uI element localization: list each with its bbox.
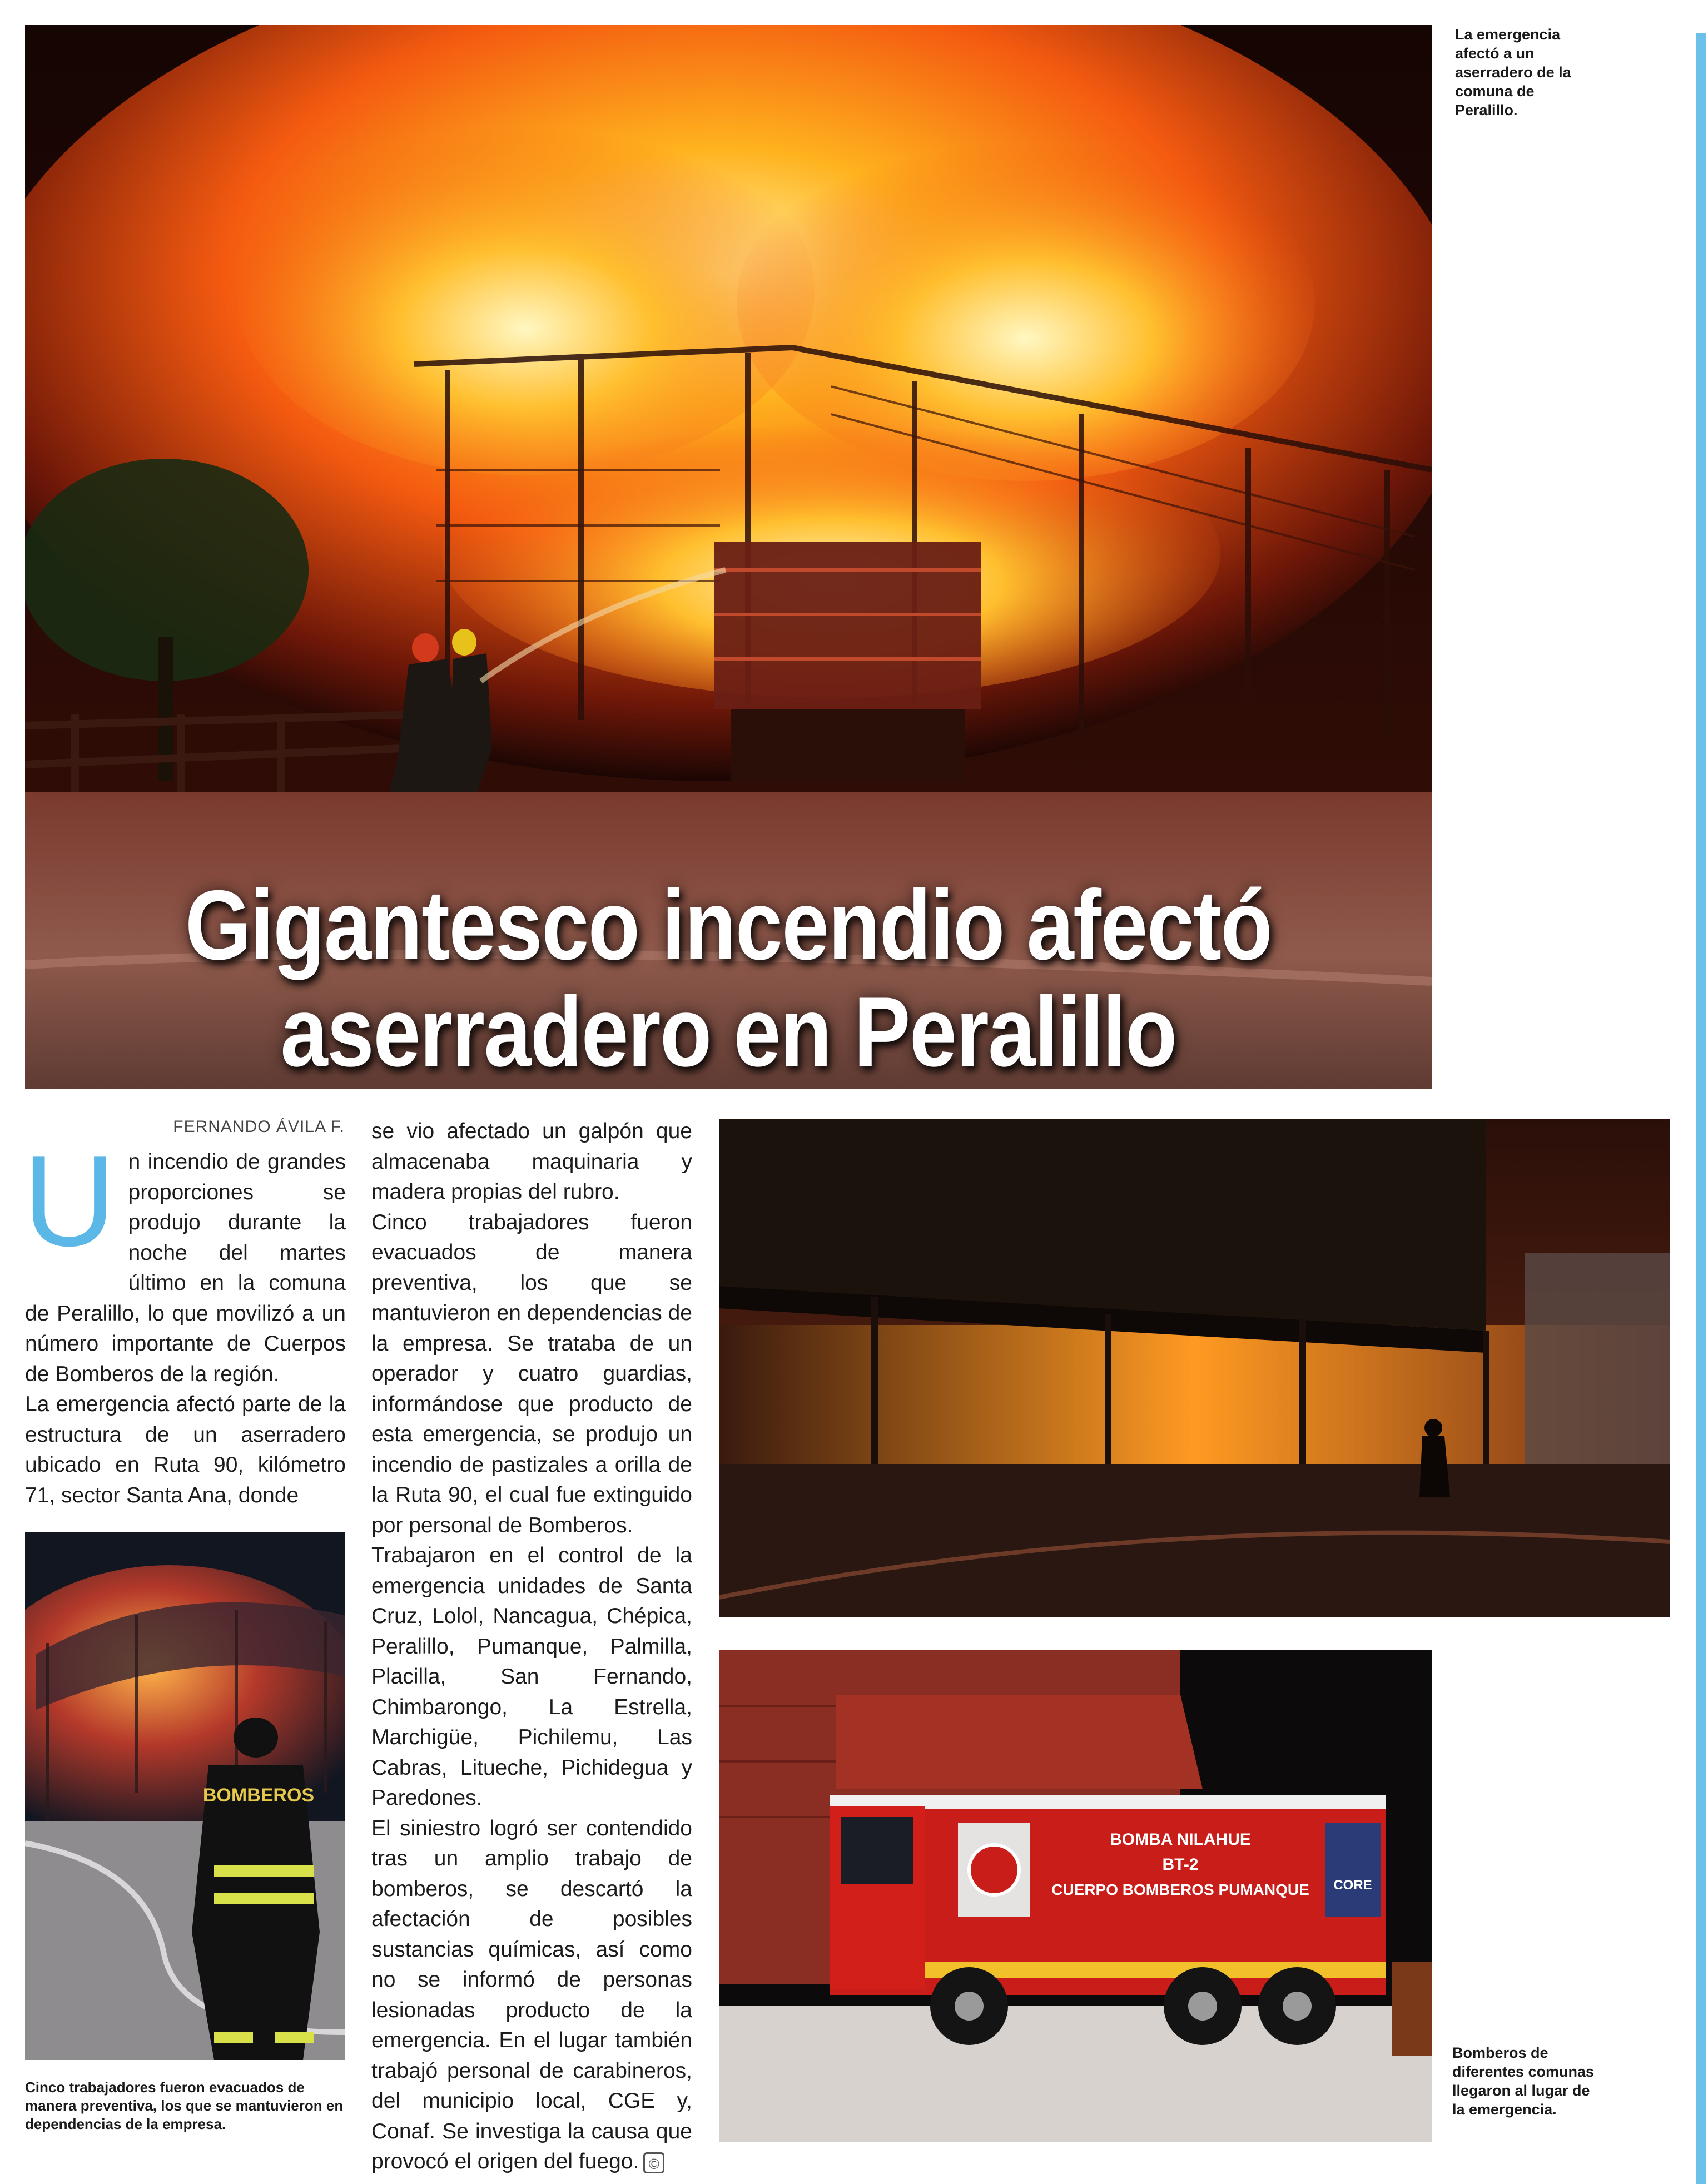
article-column-2 — [371, 1116, 692, 2177]
article-paragraph: Cinco trabajadores fueron evacuados de manera preventiva, los que se mantuvieron en dependencias de la empresa. Se trataba de un operador y cuatro guardias, informándose que producto de esta emergencia, se produjo un incendio de pastizales a orilla de la Ruta 90, el cual fue extinguido por personal de Bomberos. — [371, 1210, 692, 1537]
article-paragraph: se vio afectado un galpón que almacenaba maquinaria y madera propias del rubro. — [371, 1119, 692, 1204]
byline-author: FERNANDO ÁVILA F. — [173, 1118, 345, 1136]
hero-photo-burning-sawmill — [25, 25, 1432, 1089]
article-paragraph — [371, 1814, 692, 2177]
truck-label-line-2: BT-2 — [1162, 1855, 1199, 1874]
truck-label-line-3: CUERPO BOMBEROS PUMANQUE — [1051, 1881, 1309, 1898]
photo-firefighter-watching — [25, 1532, 345, 2060]
caption-hero-photo: La emergencia afectó a un aserradero de la comuna de Peralillo. — [1455, 26, 1571, 118]
end-of-article-icon: © — [643, 2152, 664, 2173]
paragraph-text: n incendio de grandes proporciones se produjo durante la noche del martes último en la comuna de Peralillo, lo que movilizó a un número importante de Cuerpos de Bomberos de la región. — [25, 1150, 346, 1386]
truck-label-line-1: BOMBA NILAHUE — [1110, 1830, 1251, 1849]
paragraph-text: El siniestro logró ser contendido tras un amplio trabajo de bomberos, se descartó la afectación de posibles sustancias químicas, así como no se informó de personas lesionadas producto de la emergencia. En el lugar también trabajó personal de carabineros, del municipio local, CGE y, Conaf. Se investiga la causa que provocó el origen del fuego. — [371, 1816, 692, 2173]
headline-line-2: aserradero en Peralillo — [280, 976, 1176, 1087]
photo-fire-truck — [719, 1650, 1432, 2142]
article-paragraph: Trabajaron en el control de la emergencia unidades de Santa Cruz, Lolol, Nancagua, Chépica, Peralillo, Pumanque, Palmilla, Placilla, San Fernando, Chimbarongo, La Estrella, Marchigüe, Pichilemu, Las Cabras, Litueche, Pichidegua y Paredones. — [371, 1543, 692, 1810]
jacket-label: BOMBEROS — [202, 1785, 315, 1806]
article-paragraph — [23, 1129, 346, 1389]
article-paragraph: La emergencia afectó parte de la estructura de un aserradero ubicado en Ruta 90, kilómetro 71, sector Santa Ana, donde — [25, 1392, 346, 1507]
headline-line-1: Gigantesco incendio afectó — [185, 870, 1272, 980]
article-column-1 — [23, 1129, 346, 1511]
photo-warehouse-fire — [719, 1119, 1670, 1617]
caption-firefighter-photo: Cinco trabajadores fueron evacuados de manera preventiva, los que se mantuvieron en dependencias de la empresa. — [25, 2079, 344, 2132]
page-edge-accent-bar — [1696, 33, 1706, 2184]
truck-logo-text: CORE — [1333, 1878, 1372, 1893]
drop-cap: U — [23, 1129, 116, 1273]
caption-truck-photo: Bomberos de diferentes comunas llegaron al lugar de la emergencia. — [1452, 2044, 1595, 2118]
